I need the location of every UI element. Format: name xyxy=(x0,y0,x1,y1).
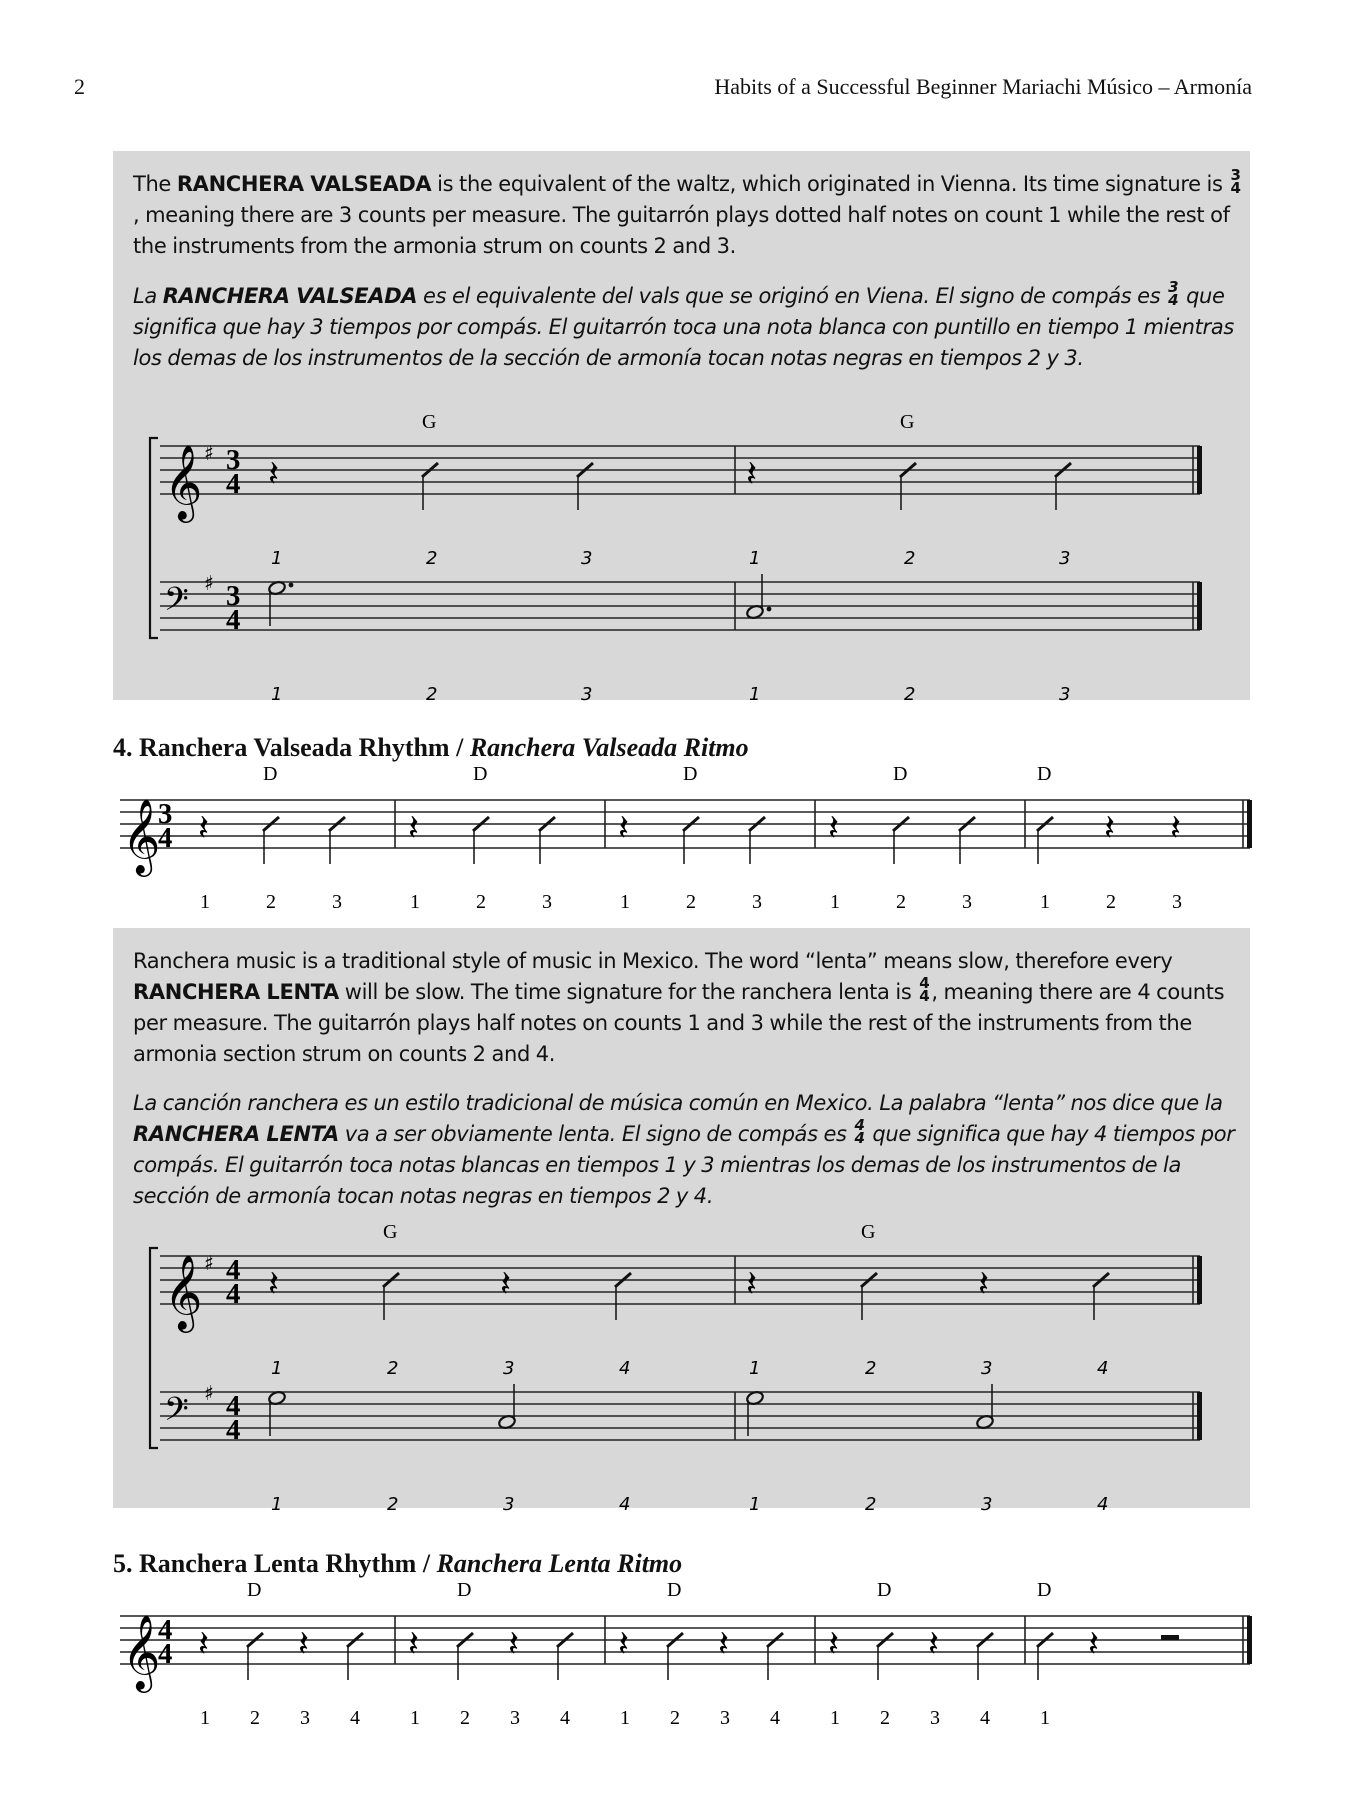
count-label: 3 xyxy=(542,891,552,913)
count-label: 1 xyxy=(620,891,630,913)
quarter-rest: 𝄽 xyxy=(746,1264,758,1305)
time-signature-top: 4 xyxy=(158,1614,173,1646)
count-label: 2 xyxy=(880,1707,890,1729)
time-signature-top: 3 xyxy=(158,798,173,830)
count-label: 3 xyxy=(581,548,593,569)
quarter-rest: 𝄽 xyxy=(618,1624,630,1665)
chord-symbol: D xyxy=(1037,763,1052,785)
treble-clef-icon: 𝄞 xyxy=(164,445,203,520)
count-label: 1 xyxy=(271,1494,283,1515)
quarter-rest: 𝄽 xyxy=(1088,1624,1100,1665)
chord-symbol: D xyxy=(1037,1579,1052,1601)
sharp-key-signature: ♯ xyxy=(204,441,214,465)
count-label: 3 xyxy=(510,1707,520,1729)
count-label: 1 xyxy=(200,1707,210,1729)
paragraph-spanish: La canción ranchera es un estilo tradicional de música común en Mexico. La palabra “lenta” nos dice que la RANCHERA LENTA va a ser obviamente lenta. El signo de compás es 4 4 que significa que hay 4 tiempos por compás. El guitarrón toca notas blancas en tiempos 1 y 3 mientras los demas de los instrumentos de la sección de armonía tocan notas negras en tiempos 2 y 4. xyxy=(133,1091,1235,1208)
term-bold: RANCHERA VALSEADA xyxy=(176,172,432,196)
final-barline xyxy=(1247,1616,1252,1664)
final-barline xyxy=(1197,582,1202,630)
count-label: 2 xyxy=(426,684,438,705)
augmentation-dot xyxy=(767,607,772,612)
quarter-rest: 𝄽 xyxy=(408,1624,420,1665)
chord-symbol: D xyxy=(263,763,278,785)
count-label: 2 xyxy=(865,1358,877,1379)
final-barline xyxy=(1247,800,1252,848)
time-signature-top: 4 xyxy=(226,1390,241,1422)
count-label: 1 xyxy=(410,1707,420,1729)
count-label: 2 xyxy=(904,548,916,569)
treble-clef-icon: 𝄞 xyxy=(164,1255,203,1330)
time-signature-bottom: 4 xyxy=(158,1638,173,1670)
count-label: 4 xyxy=(560,1707,570,1729)
count-label: 2 xyxy=(426,548,438,569)
bass-clef-icon: 𝄢 xyxy=(164,581,189,626)
time-signature-top: 3 xyxy=(226,580,241,612)
count-label: 4 xyxy=(350,1707,360,1729)
sharp-key-signature: ♯ xyxy=(204,1251,214,1275)
count-label: 2 xyxy=(904,684,916,705)
quarter-rest: 𝄽 xyxy=(746,454,758,495)
paragraph-english: Ranchera music is a traditional style of music in Mexico. The word “lenta” means slow, therefore every RANCHERA LENTA will be slow. The time signature for the ranchera lenta is 4 4 , meaning there are 4 counts per measure. The guitarrón plays half notes on counts 1 and 3 while the rest of the instruments from the armonia section strum on counts 2 and 4. xyxy=(133,949,1225,1066)
quarter-rest: 𝄽 xyxy=(198,1624,210,1665)
count-label: 1 xyxy=(200,891,210,913)
running-title: Habits of a Successful Beginner Mariachi Músico – Armonía xyxy=(714,74,1252,99)
quarter-rest: 𝄽 xyxy=(718,1624,730,1665)
quarter-rest: 𝄽 xyxy=(1104,808,1116,849)
staff-exercise-4 xyxy=(115,763,1250,913)
quarter-rest: 𝄽 xyxy=(828,808,840,849)
count-label: 2 xyxy=(387,1494,399,1515)
count-label: 1 xyxy=(749,1494,761,1515)
half-rest xyxy=(1161,1635,1179,1640)
count-label: 2 xyxy=(250,1707,260,1729)
count-label: 3 xyxy=(981,1494,993,1515)
sharp-key-signature: ♯ xyxy=(204,1381,214,1405)
term-bold: RANCHERA VALSEADA xyxy=(162,284,418,308)
count-label: 1 xyxy=(1040,1707,1050,1729)
grand-staff-lenta xyxy=(150,1221,1220,1515)
count-label: 1 xyxy=(749,684,761,705)
quarter-rest: 𝄽 xyxy=(508,1624,520,1665)
staff-exercise-5 xyxy=(115,1579,1250,1729)
count-label: 2 xyxy=(266,891,276,913)
time-signature-bottom: 4 xyxy=(226,1414,241,1446)
count-label: 2 xyxy=(476,891,486,913)
count-label: 2 xyxy=(460,1707,470,1729)
page-number: 2 xyxy=(74,74,85,99)
count-label: 4 xyxy=(980,1707,990,1729)
chord-symbol: G xyxy=(422,411,437,433)
system-bracket xyxy=(150,438,158,638)
count-label: 3 xyxy=(1172,891,1182,913)
count-label: 1 xyxy=(620,1707,630,1729)
count-label: 3 xyxy=(752,891,762,913)
count-label: 3 xyxy=(332,891,342,913)
count-label: 3 xyxy=(720,1707,730,1729)
time-signature-bottom: 4 xyxy=(226,604,241,636)
treble-clef-icon: 𝄞 xyxy=(122,799,161,874)
count-label: 1 xyxy=(271,1358,283,1379)
grand-staff-valseada xyxy=(150,411,1220,705)
quarter-rest: 𝄽 xyxy=(928,1624,940,1665)
count-label: 2 xyxy=(387,1358,399,1379)
quarter-rest: 𝄽 xyxy=(978,1264,990,1305)
count-label: 3 xyxy=(930,1707,940,1729)
treble-clef-icon: 𝄞 xyxy=(122,1615,161,1690)
system-bracket xyxy=(150,1248,158,1448)
sharp-key-signature: ♯ xyxy=(204,571,214,595)
chord-symbol: D xyxy=(893,763,908,785)
time-signature-bottom: 4 xyxy=(226,468,241,500)
time-signature-bottom: 4 xyxy=(226,1278,241,1310)
count-label: 4 xyxy=(770,1707,780,1729)
count-label: 1 xyxy=(1040,891,1050,913)
count-label: 4 xyxy=(619,1494,631,1515)
count-label: 1 xyxy=(271,684,283,705)
exercise-4-title: 4. Ranchera Valseada Rhythm / Ranchera Valseada Ritmo xyxy=(113,733,749,762)
term-bold: RANCHERA LENTA xyxy=(133,1122,339,1146)
chord-symbol: G xyxy=(383,1221,398,1243)
count-label: 2 xyxy=(1106,891,1116,913)
time-signature-bottom: 4 xyxy=(158,822,173,854)
count-label: 2 xyxy=(865,1494,877,1515)
count-label: 3 xyxy=(581,684,593,705)
inline-time-signature: 4 4 xyxy=(854,1116,865,1147)
chord-symbol: D xyxy=(473,763,488,785)
count-label: 2 xyxy=(686,891,696,913)
quarter-rest: 𝄽 xyxy=(500,1264,512,1305)
quarter-rest: 𝄽 xyxy=(268,454,280,495)
quarter-rest: 𝄽 xyxy=(618,808,630,849)
time-signature-top: 3 xyxy=(226,444,241,476)
final-barline xyxy=(1197,1256,1202,1304)
quarter-rest: 𝄽 xyxy=(828,1624,840,1665)
count-label: 3 xyxy=(962,891,972,913)
quarter-rest: 𝄽 xyxy=(1170,808,1182,849)
count-label: 3 xyxy=(300,1707,310,1729)
inline-time-signature: 4 4 xyxy=(919,974,930,1005)
final-barline xyxy=(1197,446,1202,494)
count-label: 1 xyxy=(410,891,420,913)
count-label: 2 xyxy=(670,1707,680,1729)
count-label: 1 xyxy=(271,548,283,569)
count-label: 1 xyxy=(749,548,761,569)
chord-symbol: D xyxy=(457,1579,472,1601)
quarter-rest: 𝄽 xyxy=(268,1264,280,1305)
inline-time-signature: 3 4 xyxy=(1230,166,1241,197)
time-signature-top: 4 xyxy=(226,1254,241,1286)
quarter-rest: 𝄽 xyxy=(298,1624,310,1665)
chord-symbol: D xyxy=(247,1579,262,1601)
count-label: 1 xyxy=(749,1358,761,1379)
chord-symbol: G xyxy=(861,1221,876,1243)
count-label: 3 xyxy=(981,1358,993,1379)
count-label: 3 xyxy=(1059,684,1071,705)
count-label: 3 xyxy=(503,1494,515,1515)
quarter-rest: 𝄽 xyxy=(198,808,210,849)
bass-clef-icon: 𝄢 xyxy=(164,1391,189,1436)
chord-symbol: D xyxy=(683,763,698,785)
count-label: 1 xyxy=(830,1707,840,1729)
count-label: 4 xyxy=(619,1358,631,1379)
exercise-5-title: 5. Ranchera Lenta Rhythm / Ranchera Lenta Ritmo xyxy=(113,1549,683,1578)
final-barline xyxy=(1197,1392,1202,1440)
count-label: 4 xyxy=(1097,1358,1109,1379)
term-bold: RANCHERA LENTA xyxy=(133,980,339,1004)
chord-symbol: D xyxy=(667,1579,682,1601)
paragraph-english: The RANCHERA VALSEADA is the equivalent of the waltz, which originated in Vienna. Its time signature is 3 4 , meaning there are 3 counts per measure. The guitarrón plays dotted half notes on count 1 while the rest of the instruments from the armonia strum on counts 2 and 3. xyxy=(133,166,1241,258)
count-label: 3 xyxy=(503,1358,515,1379)
chord-symbol: D xyxy=(877,1579,892,1601)
inline-time-signature: 3 4 xyxy=(1168,278,1179,309)
chord-symbol: G xyxy=(900,411,915,433)
augmentation-dot xyxy=(289,583,294,588)
count-label: 2 xyxy=(896,891,906,913)
quarter-rest: 𝄽 xyxy=(408,808,420,849)
count-label: 1 xyxy=(830,891,840,913)
count-label: 3 xyxy=(1059,548,1071,569)
paragraph-spanish: La RANCHERA VALSEADA es el equivalente del vals que se originó en Viena. El signo de compás es 3 4 que significa que hay 3 tiempos por compás. El guitarrón toca una nota blanca con puntillo en tiempo 1 mientras los demas de los instrumentos de la sección de armonía tocan notas negras en tiempos 2 y 3. xyxy=(133,278,1234,370)
count-label: 4 xyxy=(1097,1494,1109,1515)
